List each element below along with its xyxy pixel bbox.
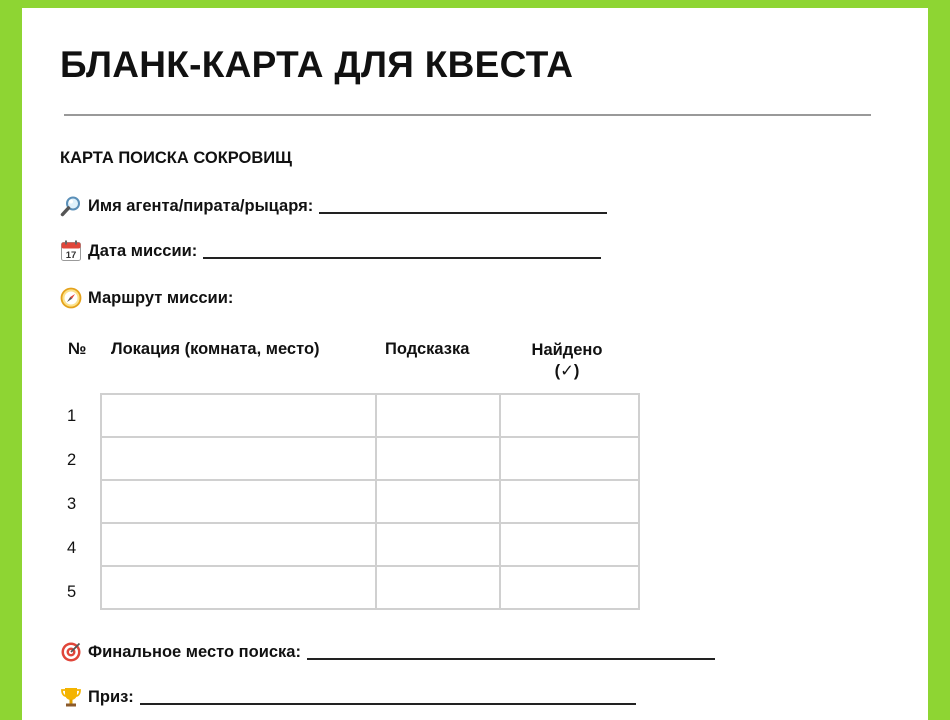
document-page	[22, 8, 928, 720]
mission-route-label: Маршрут миссии:	[88, 288, 234, 307]
hint-cell[interactable]	[376, 523, 500, 566]
column-header-found: Найдено (✓)	[531, 341, 603, 380]
column-header-number: №	[68, 340, 87, 358]
frame-right-border	[928, 0, 950, 720]
agent-name-blank-line[interactable]	[319, 198, 607, 214]
location-cell[interactable]	[101, 437, 376, 480]
mission-route-field	[60, 285, 233, 311]
mission-date-label: Дата миссии:	[88, 241, 198, 260]
location-cell[interactable]	[101, 523, 376, 566]
target-icon	[60, 641, 82, 663]
location-cell[interactable]	[101, 566, 376, 609]
column-header-hint: Подсказка	[385, 340, 470, 358]
page-title: БЛАНК-КАРТА ДЛЯ КВЕСТА	[60, 44, 574, 85]
location-cell[interactable]	[101, 394, 376, 437]
row-number: 2	[67, 451, 77, 469]
row-number: 3	[67, 495, 77, 513]
location-cell[interactable]	[101, 480, 376, 523]
found-cell[interactable]	[500, 394, 639, 437]
found-cell[interactable]	[500, 480, 639, 523]
hint-cell[interactable]	[376, 480, 500, 523]
table-row	[101, 394, 639, 437]
prize-field[interactable]	[60, 684, 636, 710]
section-subtitle: КАРТА ПОИСКА СОКРОВИЩ	[60, 149, 292, 167]
trophy-icon	[60, 686, 82, 708]
quest-table	[100, 393, 640, 610]
found-cell[interactable]	[500, 437, 639, 480]
row-number: 4	[67, 539, 77, 557]
magnifier-icon	[60, 195, 82, 217]
frame-top-border	[0, 0, 950, 8]
table-row	[101, 523, 639, 566]
prize-blank-line[interactable]	[140, 689, 636, 705]
found-cell[interactable]	[500, 523, 639, 566]
agent-name-label: Имя агента/пирата/рыцаря:	[88, 196, 314, 215]
title-divider	[64, 114, 871, 116]
row-number: 1	[67, 407, 77, 425]
found-cell[interactable]	[500, 566, 639, 609]
prize-label: Приз:	[88, 687, 134, 706]
mission-date-blank-line[interactable]	[203, 243, 601, 259]
column-header-location: Локация (комната, место)	[111, 340, 320, 358]
mission-date-field[interactable]	[60, 238, 601, 264]
calendar-day-number: 17	[65, 250, 77, 261]
table-row	[101, 566, 639, 609]
table-row	[101, 437, 639, 480]
table-row	[101, 480, 639, 523]
hint-cell[interactable]	[376, 566, 500, 609]
final-place-blank-line[interactable]	[307, 644, 715, 660]
frame-left-border	[0, 0, 22, 720]
hint-cell[interactable]	[376, 437, 500, 480]
row-number: 5	[67, 583, 77, 601]
final-place-field[interactable]	[60, 639, 715, 665]
compass-icon	[60, 287, 82, 309]
calendar-icon	[60, 240, 82, 262]
agent-name-field[interactable]	[60, 193, 607, 219]
final-place-label: Финальное место поиска:	[88, 642, 301, 661]
hint-cell[interactable]	[376, 394, 500, 437]
